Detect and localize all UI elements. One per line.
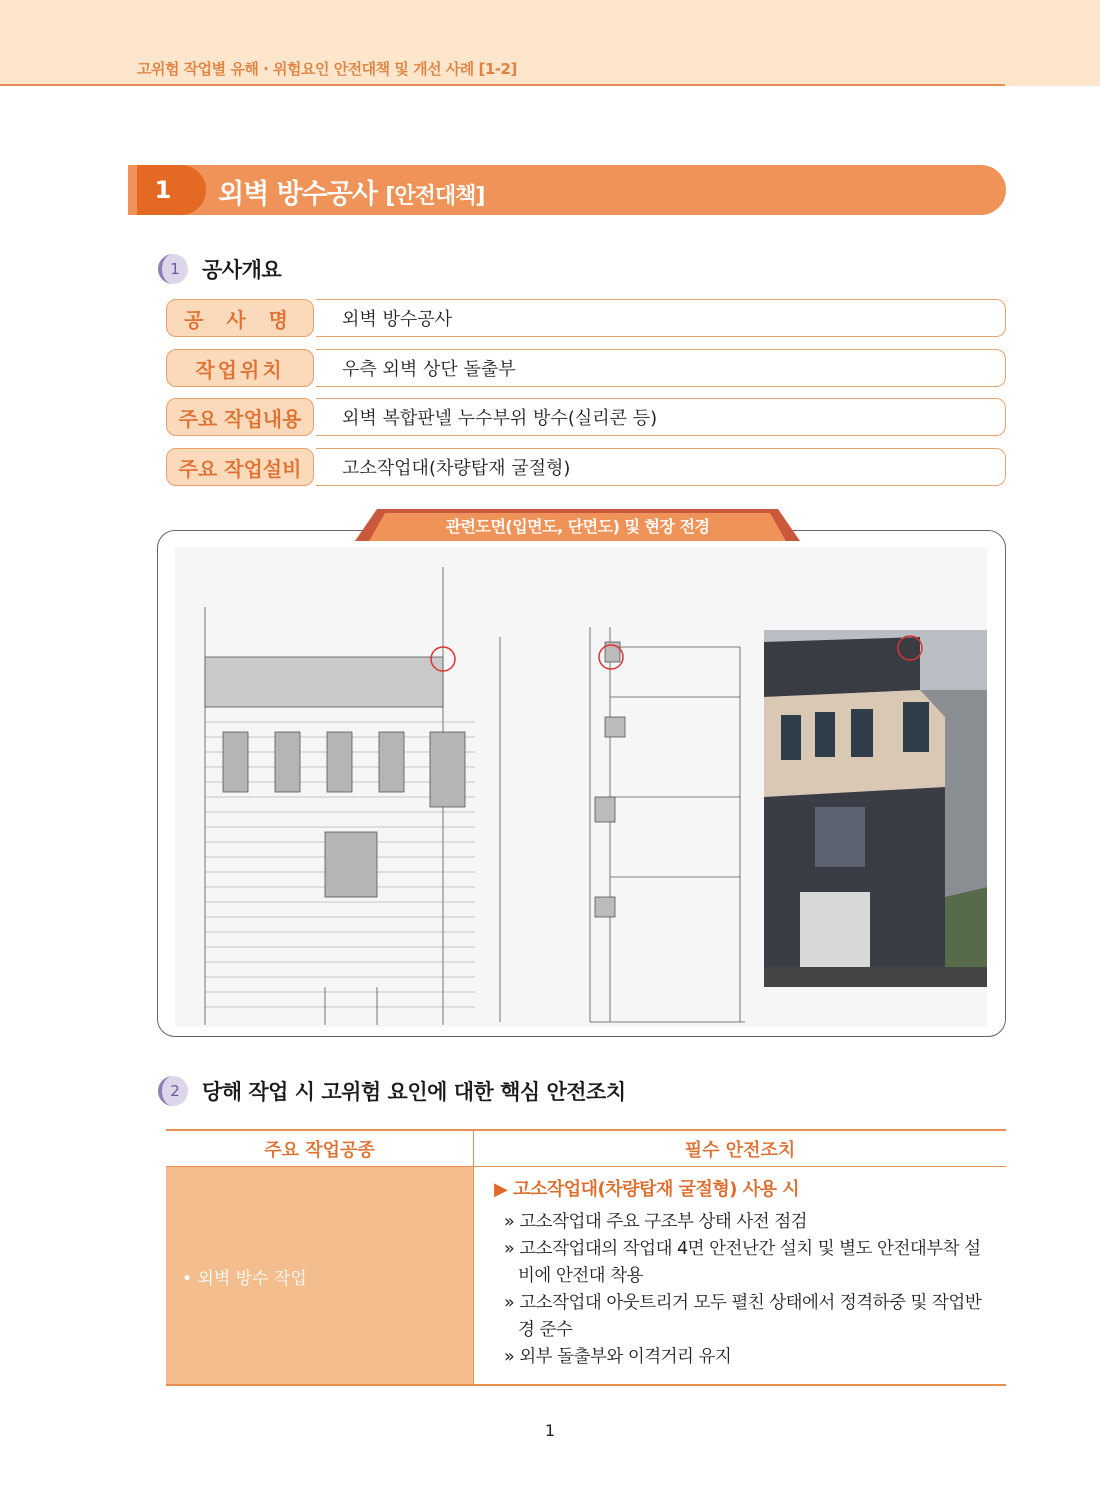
subsection-measures (158, 1076, 626, 1106)
overview-value: 고소작업대(차량탑재 굴절형) (316, 448, 1006, 486)
section-title-main: 외벽 방수공사 (218, 179, 377, 210)
overview-row-equipment (166, 448, 1006, 486)
overview-value: 우측 외벽 상단 돌출부 (316, 349, 1006, 387)
table-bottom-rule (166, 1384, 1006, 1386)
table-cell-work-type: • 외벽 방수 작업 (166, 1167, 473, 1385)
overview-value: 외벽 복합판넬 누수부위 방수(실리콘 등) (316, 398, 1006, 436)
overview-row-work (166, 398, 1006, 436)
subsection-number: 1 (158, 254, 188, 284)
overview-row-location (166, 349, 1006, 387)
header-rule (0, 84, 1005, 86)
table-column-divider (473, 1131, 474, 1385)
overview-label: 주요 작업내용 (166, 398, 314, 436)
section-title (218, 172, 484, 211)
measure-item: » 고소작업대 주요 구조부 상태 사전 점검 (504, 1212, 808, 1232)
overview-label: 주요 작업설비 (166, 448, 314, 486)
section-stripe (128, 165, 137, 215)
measure-item: » 외부 돌출부와 이격거리 유지 (504, 1347, 732, 1367)
table-header-measures: 필수 안전조치 (684, 1139, 796, 1161)
site-photo (764, 630, 987, 987)
figure-caption: 관련도면(입면도, 단면도) 및 현장 전경 (445, 516, 710, 536)
subsection-overview (158, 254, 281, 284)
section-number: 1 (128, 165, 206, 215)
table-header-work-type: 주요 작업공종 (264, 1139, 375, 1161)
measure-item: » 고소작업대 아웃트리거 모두 펼친 상태에서 정격하중 및 작업반경 준수 (504, 1293, 982, 1340)
section-title-sub: [안전대책] (385, 184, 485, 209)
running-head: 고위험 작업별 유해 · 위험요인 안전대책 및 개선 사례 [1-2] (137, 60, 517, 78)
overview-row-name (166, 299, 1006, 337)
table-cell-measures (494, 1175, 994, 1371)
overview-value: 외벽 방수공사 (316, 299, 1006, 337)
subsection-title: 당해 작업 시 고위험 요인에 대한 핵심 안전조치 (202, 1080, 626, 1104)
measures-heading: ▶ 고소작업대(차량탑재 굴절형) 사용 시 (494, 1179, 800, 1200)
overview-label: 공 사 명 (166, 299, 314, 337)
measure-item: » 고소작업대의 작업대 4면 안전난간 설치 및 별도 안전대부착 설비에 안전대 착용 (504, 1239, 981, 1286)
drawings-and-photo (175, 547, 987, 1027)
subsection-number: 2 (158, 1076, 188, 1106)
page-number: 1 (544, 1421, 556, 1440)
figure-caption-tab (355, 509, 800, 541)
subsection-title: 공사개요 (202, 258, 282, 282)
overview-label: 작업위치 (166, 349, 314, 387)
